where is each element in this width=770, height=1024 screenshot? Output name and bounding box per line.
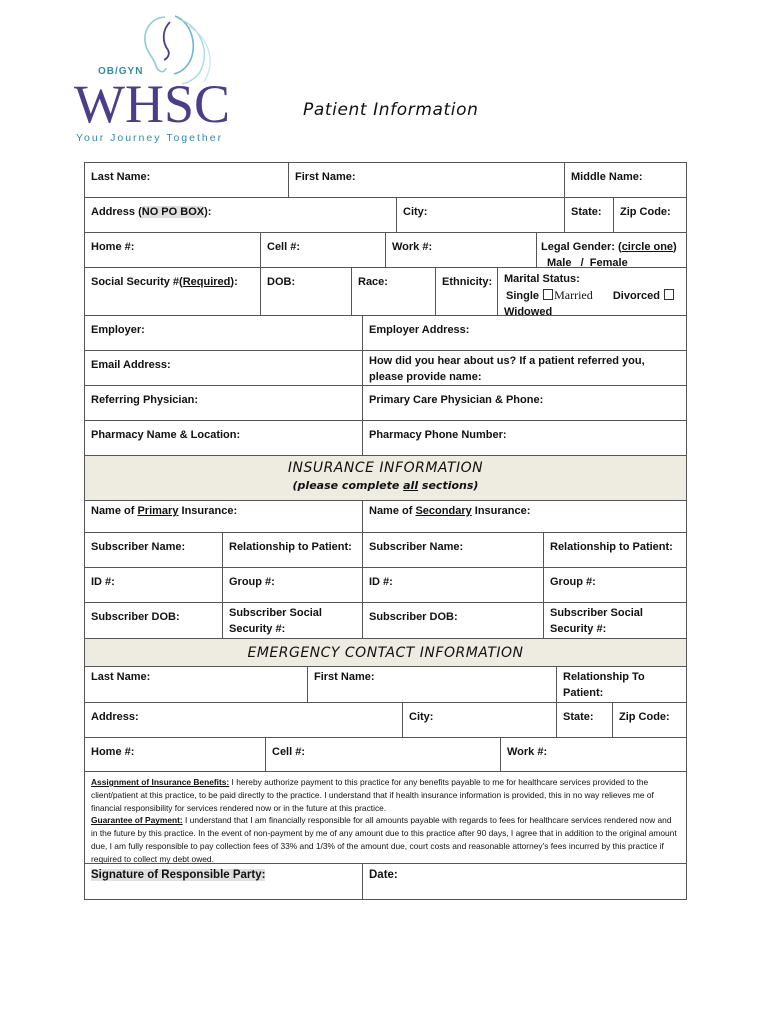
emergency-home-phone-label: Home #: [91,746,135,758]
primary-id-label: ID #: [91,576,115,588]
address-label-pre: Address ( [91,206,142,218]
pharmacy-phone-field[interactable] [363,421,686,456]
practice-logo [70,12,250,147]
logo-letters: WHSC [74,74,231,134]
zip-code-label: Zip Code: [620,206,671,218]
primary-relationship-label: Relationship to Patient: [229,541,352,553]
secondary-subscriber-name-label: Subscriber Name: [369,541,464,553]
date-field[interactable] [363,864,686,899]
primary-group-field[interactable] [223,568,363,603]
ethnicity-field[interactable] [436,268,498,316]
secondary-insurance-label-pre: Name of [369,505,416,517]
emergency-last-name-field[interactable] [85,667,308,703]
pharmacy-label: Pharmacy Name & Location: [91,429,241,441]
insurance-subtitle-post: sections) [418,479,479,492]
emergency-state-field[interactable] [557,703,613,738]
race-field[interactable] [352,268,436,316]
primary-subscriber-name-label: Subscriber Name: [91,541,186,553]
employer-field[interactable] [85,316,363,351]
no-po-box-note: NO PO BOX [141,206,205,218]
insurance-section-title: INSURANCE INFORMATION [287,460,484,476]
secondary-id-field[interactable] [363,568,544,603]
emergency-cell-phone-label: Cell #: [272,746,306,758]
secondary-id-label: ID #: [369,576,393,588]
marital-option-widowed[interactable]: Widowed [504,306,553,318]
email-field[interactable] [85,351,363,386]
signature-label: Signature of Responsible Party: [91,869,266,881]
ssn-field[interactable] [85,268,261,316]
insurance-subtitle-all: all [403,479,419,492]
primary-subscriber-ssn-field[interactable] [223,603,363,639]
primary-group-label: Group #: [229,576,275,588]
pharmacy-phone-label: Pharmacy Phone Number: [369,429,507,441]
primary-insurance-label-post: Insurance: [178,505,238,517]
pcp-label: Primary Care Physician & Phone: [369,394,544,406]
secondary-subscriber-dob-label: Subscriber DOB: [369,611,458,623]
marital-status-field[interactable] [498,268,686,316]
primary-insurance-label-pre: Name of [91,505,138,517]
employer-label: Employer: [91,324,145,336]
referral-source-field[interactable] [363,351,686,386]
state-field[interactable] [565,198,614,233]
emergency-last-name-label: Last Name: [91,671,151,683]
primary-insurance-label-emph: Primary [137,505,179,517]
guarantee-of-payment [91,814,680,865]
secondary-relationship-label: Relationship to Patient: [550,541,673,553]
primary-id-field[interactable] [85,568,223,603]
dob-field[interactable] [261,268,352,316]
email-label: Email Address: [91,359,171,371]
secondary-subscriber-ssn-label: Subscriber Social Security #: [550,607,643,635]
cell-phone-label: Cell #: [267,241,301,253]
secondary-insurance-label-emph: Secondary [415,505,472,517]
primary-relationship-field[interactable] [223,533,363,568]
ethnicity-label: Ethnicity: [442,276,493,288]
race-label: Race: [358,276,388,288]
employer-address-field[interactable] [363,316,686,351]
emergency-section-title: EMERGENCY CONTACT INFORMATION [247,645,524,661]
secondary-subscriber-name-field[interactable] [363,533,544,568]
logo-subtitle: OB/GYN [98,66,144,77]
primary-subscriber-dob-label: Subscriber DOB: [91,611,180,623]
emergency-zip-field[interactable] [613,703,686,738]
guarantee-text: I understand that I am financially responsible for all amounts payable with regards to fees for healthcare services rendered now and in the future by this practice. In the event of non-payment by me of any amount due to this practice after 90 days, I agree that in addition to the original amount due, I am fully responsible to pay collection fees of 33% and 1/3% of the amount due, court costs and reasonable attorney's fees incurred by this practice if required to collect my debt owed. [91,815,677,864]
referring-physician-label: Referring Physician: [91,394,198,406]
secondary-group-field[interactable] [544,568,686,603]
insurance-section-subtitle [85,479,686,492]
cell-phone-field[interactable] [261,233,386,268]
marital-option-married[interactable]: Married [554,288,593,302]
state-label: State: [571,206,602,218]
pharmacy-field[interactable] [85,421,363,456]
emergency-relationship-field[interactable] [557,667,686,703]
primary-subscriber-name-field[interactable] [85,533,223,568]
emergency-zip-label: Zip Code: [619,711,670,723]
marital-option-single[interactable]: Single [506,290,540,302]
page-title: Patient Information [303,100,479,120]
emergency-cell-phone-field[interactable] [266,738,501,772]
date-label: Date: [369,869,398,881]
logo-tagline: Your Journey Together [76,132,224,144]
primary-subscriber-dob-field[interactable] [85,603,223,639]
emergency-work-phone-field[interactable] [501,738,686,772]
home-phone-label: Home #: [91,241,135,253]
home-phone-field[interactable] [85,233,261,268]
insurance-subtitle-pre: (please complete [292,479,404,492]
city-field[interactable] [397,198,565,233]
middle-name-field[interactable] [565,163,686,198]
legal-gender-field[interactable] [537,233,686,268]
middle-name-label: Middle Name: [571,171,643,183]
emergency-state-label: State: [563,711,594,723]
last-name-label: Last Name: [91,171,151,183]
gender-options[interactable]: Male / Female [547,257,628,269]
emergency-city-field[interactable] [403,703,557,738]
referring-physician-field[interactable] [85,386,363,421]
emergency-relationship-label: Relationship To Patient: [563,671,645,699]
legal-gender-label-post: ) [673,241,677,253]
circle-one-note: circle one [621,241,674,253]
dob-label: DOB: [267,276,296,288]
address-field[interactable] [85,198,397,233]
work-phone-label: Work #: [392,241,433,253]
zip-code-field[interactable] [614,198,686,233]
guarantee-label: Guarantee of Payment: [91,815,183,826]
referral-question: How did you hear about us? If a patient referred you, please provide name: [369,355,645,383]
secondary-insurance-field[interactable] [363,501,686,533]
secondary-subscriber-ssn-field[interactable] [544,603,686,639]
secondary-insurance-label-post: Insurance: [471,505,531,517]
emergency-first-name-field[interactable] [308,667,557,703]
work-phone-field[interactable] [386,233,537,268]
assignment-of-benefits [91,776,680,814]
emergency-first-name-label: First Name: [314,671,375,683]
insurance-section-header [85,456,686,501]
divorced-checkbox[interactable] [664,289,674,300]
required-note: Required [182,276,231,288]
primary-subscriber-ssn-label: Subscriber Social Security #: [229,607,322,635]
secondary-group-label: Group #: [550,576,596,588]
secondary-subscriber-dob-field[interactable] [363,603,544,639]
emergency-address-field[interactable] [85,703,403,738]
assignment-text: I hereby authorize payment to this practice for any benefits payable to me for healthcare services provided to the client/patient at this practice, to be paid directly to the practice. I understand that if health insurance information is provided, this in no way relieves me of financial responsibility for services rendered now or in the future at this practice. [91,777,654,813]
legal-terms [85,772,686,864]
ssn-label: Social Security #( [91,276,183,288]
emergency-address-label: Address: [91,711,139,723]
emergency-home-phone-field[interactable] [85,738,266,772]
last-name-field[interactable] [85,163,289,198]
primary-insurance-field[interactable] [85,501,363,533]
pcp-field[interactable] [363,386,686,421]
first-name-label: First Name: [295,171,356,183]
address-label-post: ): [204,206,212,218]
emergency-section-header [85,639,686,667]
assignment-label: Assignment of Insurance Benefits: [91,777,230,787]
marital-option-divorced[interactable]: Divorced [612,290,660,302]
emergency-city-label: City: [409,711,434,723]
emergency-work-phone-label: Work #: [507,746,548,758]
ssn-label-post: ): [230,276,238,288]
signature-field[interactable] [85,864,363,899]
first-name-field[interactable] [289,163,565,198]
patient-information-form [84,162,687,900]
secondary-relationship-field[interactable] [544,533,686,568]
marital-status-label: Marital Status: [504,273,580,285]
married-checkbox[interactable] [543,289,553,300]
city-label: City: [403,206,428,218]
legal-gender-label: Legal Gender: ( [541,241,622,253]
employer-address-label: Employer Address: [369,324,470,336]
